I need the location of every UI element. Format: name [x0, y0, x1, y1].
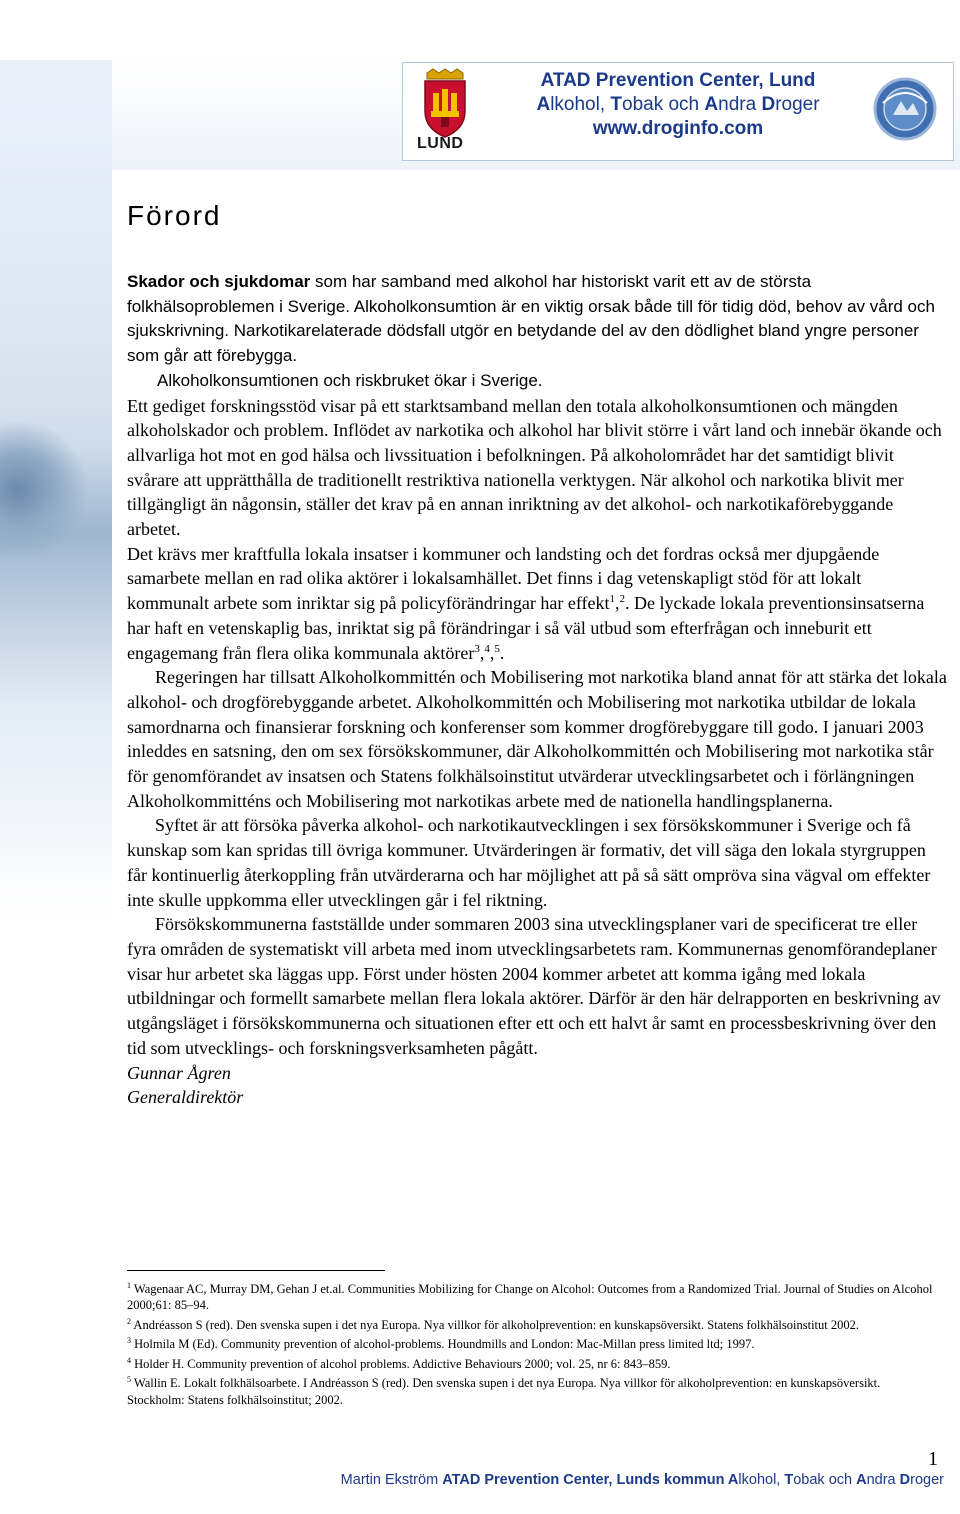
footnote-2: $^2$ Andréasson S (red). Den svenska supen i det nya Europa. Nya villkor för alkoholprevention: en kunskapsöversikt. Statens folkhälsoinstitut 2002.: [127, 1316, 859, 1332]
footnote-separator: [127, 1270, 385, 1271]
footnote-1: $^1$ Wagenaar AC, Murray DM, Gehan J et.al. Communities Mobilizing for Change on Alcohol: Outcomes from a Randomized Trial. Journal of Studies on Alcohol 2000;61: 85–94.: [127, 1281, 933, 1313]
page-footer: Martin Ekström ATAD Prevention Center, Lunds kommun Alkohol, Tobak och Andra Droger: [340, 1472, 944, 1488]
paragraph-5: Syftet är att försöka påverka alkohol- och narkotikautvecklingen i sex försökskommuner i Sverige och få kunskap som kan spridas till övriga kommuner. Utvärderingen är formativ, det vill säga den lokala styrgruppen får kontinuerlig återkoppling från utvärderarna och har möjlighet att på så sätt ompröva sina vägval om effekter inte skulle uppkomma eller utvecklingen går i fel riktning.: [127, 815, 931, 910]
foreword-body: [127, 270, 947, 1110]
header-line-2: Alkohol, Tobak och Andra Droger: [536, 94, 820, 115]
paragraph-3: Det krävs mer kraftfulla lokala insatser i kommuner och landsting och det fordras också mer djupgående samarbete mellan en rad olika aktörer i lokalsamhället. Det finns i dag vetenskapligt stöd för att lokalt kommunalt arbete som inriktar sig på policyförändringar har effekt$^1$,$^2$. De lyckade lokala preventionsinsatserna har haft en vetenskaplig bas, inriktat sig på förändringar i så väl utbud som efterfrågan och inneburit ett engagemang från flera olika kommunala aktörer$^3$,$^4$,$^5$.: [127, 543, 925, 663]
footnote-5: $^5$ Wallin E. Lokalt folkhälsoarbete. I Andréasson S (red). Den svenska supen i det nya Europa. Nya villkor för alkoholprevention: en kunskapsöversikt. Stockholm: Statens folkhälsoinstitut; 2002.: [127, 1375, 881, 1407]
letterhead-text: [503, 69, 853, 141]
letterhead: [402, 62, 954, 161]
page-title: Förord: [127, 200, 222, 231]
paragraph-4: Regeringen har tillsatt Alkoholkommittén och Mobilisering mot narkotika bland annat för att stärka det lokala alkohol- och drogförebyggande arbetet. Alkoholkommittén och Mobilisering mot narkotika utbildar de lokala samordnarna och finansierar forskning och konferenser som kommer drogförebyggare till godo. I januari 2003 inleddes en satsning, den om sex försökskommuner, där Alkoholkommittén och Mobilisering mot narkotika står för genomförandet av insatsen och Statens folkhälsoinstitut utvärderar utvecklingsarbetet och i förlängningen Alkoholkommitténs och Mobilisering mot narkotikas arbete med de nationella handlingsplanerna.: [127, 667, 947, 811]
paragraph-1: Skador och sjukdomar som har samband med alkohol har historiskt varit ett av de största folkhälsoproblemen i Sverige. Alkoholkonsumtion är en viktig orsak både till för tidig död, behov av vård och sjukskrivning. Narkotikarelaterade dödsfall utgör en betydande del av den dödlighet bland yngre personer som går att förebygga.: [127, 272, 935, 366]
footnotes: [127, 1278, 937, 1408]
background-landscape-strip: [0, 60, 112, 920]
droginfo-seal-icon: [873, 77, 937, 141]
footnote-3: $^3$ Holmila M (Ed). Community prevention of alcohol-problems. Houndmills and London: Mac-Millan press limited ltd; 1997.: [127, 1336, 755, 1352]
lund-logo-text: LUND: [417, 135, 464, 152]
header-line-1: ATAD Prevention Center, Lund: [540, 70, 816, 91]
paragraph-6: Försökskommunerna fastställde under sommaren 2003 sina utvecklingsplaner vari de specificerat tre eller fyra områden de systematiskt vill arbeta med inom utvecklingsarbetets ram. Kommunernas genomförandeplaner visar hur arbetet ska läggas upp. Först under hösten 2004 kommer arbetet att komma igång med lokala utbildningar och formellt samarbete mellan flera lokala aktörer. Därför är den här delrapporten en beskrivning av utgångsläget i försökskommunerna och situationen efter ett och ett halvt år samt en processbeskrivning över den tid som utvecklings- och forskningsverksamheten pågått.: [127, 914, 941, 1058]
paragraph-2-lead: Alkoholkonsumtionen och riskbruket ökar i Sverige.: [157, 370, 543, 390]
intro-paragraph-sans: [127, 270, 947, 394]
signature-name: Gunnar Ågren: [127, 1062, 231, 1083]
page-number: 1: [928, 1448, 938, 1470]
signature-title: Generaldirektör: [127, 1087, 244, 1108]
footnote-4: $^4$ Holder H. Community prevention of alcohol problems. Addictive Behaviours 2000; vol. 25, nr 6: 843–859.: [127, 1355, 671, 1371]
header-website: www.droginfo.com: [592, 118, 764, 139]
paragraph-2: Ett gediget forskningsstöd visar på ett starktsamband mellan den totala alkoholkonsumtionen och mängden alkoholskador och problem. Inflödet av narkotika och alkohol har blivit större i vårt land och innebär ökande och allvarliga hot mot en god hälsa och livssituation i befolkningen. På alkoholområdet har det samtidigt blivit svårare att upprätthålla de traditionellt restriktiva nationella verktygen. När alkohol och narkotika blivit mer tillgängligt än någonsin, ställer det krav på en annan inriktning av det alkohol- och narkotikaförebyggande arbetet.: [127, 395, 942, 540]
